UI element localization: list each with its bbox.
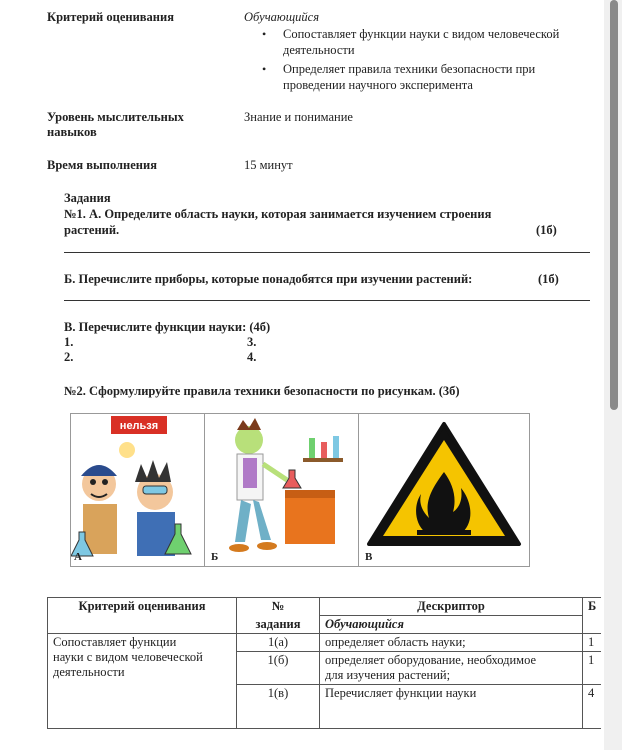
col-criterion: Критерий оценивания <box>48 598 237 634</box>
image-c <box>358 413 530 567</box>
image-a <box>70 413 206 567</box>
sign-text: нельзя <box>119 420 159 432</box>
col-task-num-sub: задания <box>237 616 320 634</box>
student-label: Обучающийся <box>244 10 320 24</box>
flammable-warning-icon <box>359 414 529 566</box>
descriptor-line: определяет оборудование, необходимое <box>325 653 537 667</box>
bullet-dot: • <box>262 62 267 76</box>
task-1b: Б. Перечислите приборы, которые понадобятся при изучении растений: <box>64 272 473 286</box>
task-1b-points: (1б) <box>538 272 559 286</box>
bullet-text-1-cont: деятельности <box>283 43 355 57</box>
points-cell: 4 <box>583 685 602 729</box>
tasks-heading: Задания <box>64 191 111 205</box>
image-b <box>204 413 360 567</box>
list-number: 3. <box>247 335 257 349</box>
task-num-cell: 1(б) <box>237 652 320 685</box>
descriptor-line: для изучения растений; <box>325 668 451 682</box>
bullet-text-2-cont: проведении научного эксперимента <box>283 78 473 92</box>
descriptor-cell: определяет область науки; <box>320 634 583 652</box>
list-number: 2. <box>64 350 74 364</box>
level-label-cont: навыков <box>47 125 97 139</box>
criterion-label: Критерий оценивания <box>47 10 174 24</box>
descriptor-cell <box>320 652 583 685</box>
task-num-cell: 1(в) <box>237 685 320 729</box>
scrollbar-thumb[interactable] <box>610 0 618 410</box>
criterion-cell <box>48 634 237 729</box>
col-descriptor: Дескриптор <box>320 598 583 616</box>
time-value: 15 минут <box>244 158 293 172</box>
descriptor-cell: Перечисляет функции науки <box>320 685 583 729</box>
criterion-line: деятельности <box>53 665 125 679</box>
assessment-table <box>47 597 601 729</box>
image-label-b: Б <box>211 551 219 563</box>
level-value: Знание и понимание <box>244 110 353 124</box>
task-1a-points: (1б) <box>536 223 557 237</box>
criterion-line: науки с видом человеческой <box>53 650 203 664</box>
task-2: №2. Сформулируйте правила техники безопасности по рисункам. (3б) <box>64 384 460 398</box>
bullet-dot: • <box>262 27 267 41</box>
task-1a: №1. А. Определите область науки, которая занимается изучением строения <box>64 207 492 221</box>
points-cell: 1 <box>583 634 602 652</box>
col-task-num: № <box>237 598 320 616</box>
lab-kids-illustration <box>71 414 205 566</box>
time-label: Время выполнения <box>47 158 157 172</box>
answer-line <box>64 252 590 253</box>
points-cell: 1 <box>583 652 602 685</box>
image-label-a: А <box>74 551 82 563</box>
answer-line <box>64 300 590 301</box>
criterion-line: Сопоставляет функции <box>53 635 177 649</box>
image-label-c: В <box>365 551 373 563</box>
col-descriptor-sub: Обучающийся <box>320 616 583 634</box>
col-points: Б <box>583 598 602 634</box>
task-num-cell: 1(а) <box>237 634 320 652</box>
level-label: Уровень мыслительных <box>47 110 184 124</box>
task-1a-cont: растений. <box>64 223 120 237</box>
bullet-text-2: Определяет правила техники безопасности при <box>283 62 536 76</box>
bullet-text-1: Сопоставляет функции науки с видом человеческой <box>283 27 560 41</box>
scientist-illustration <box>205 414 359 566</box>
list-number: 4. <box>247 350 257 364</box>
list-number: 1. <box>64 335 74 349</box>
task-1c: В. Перечислите функции науки: (4б) <box>64 320 271 334</box>
